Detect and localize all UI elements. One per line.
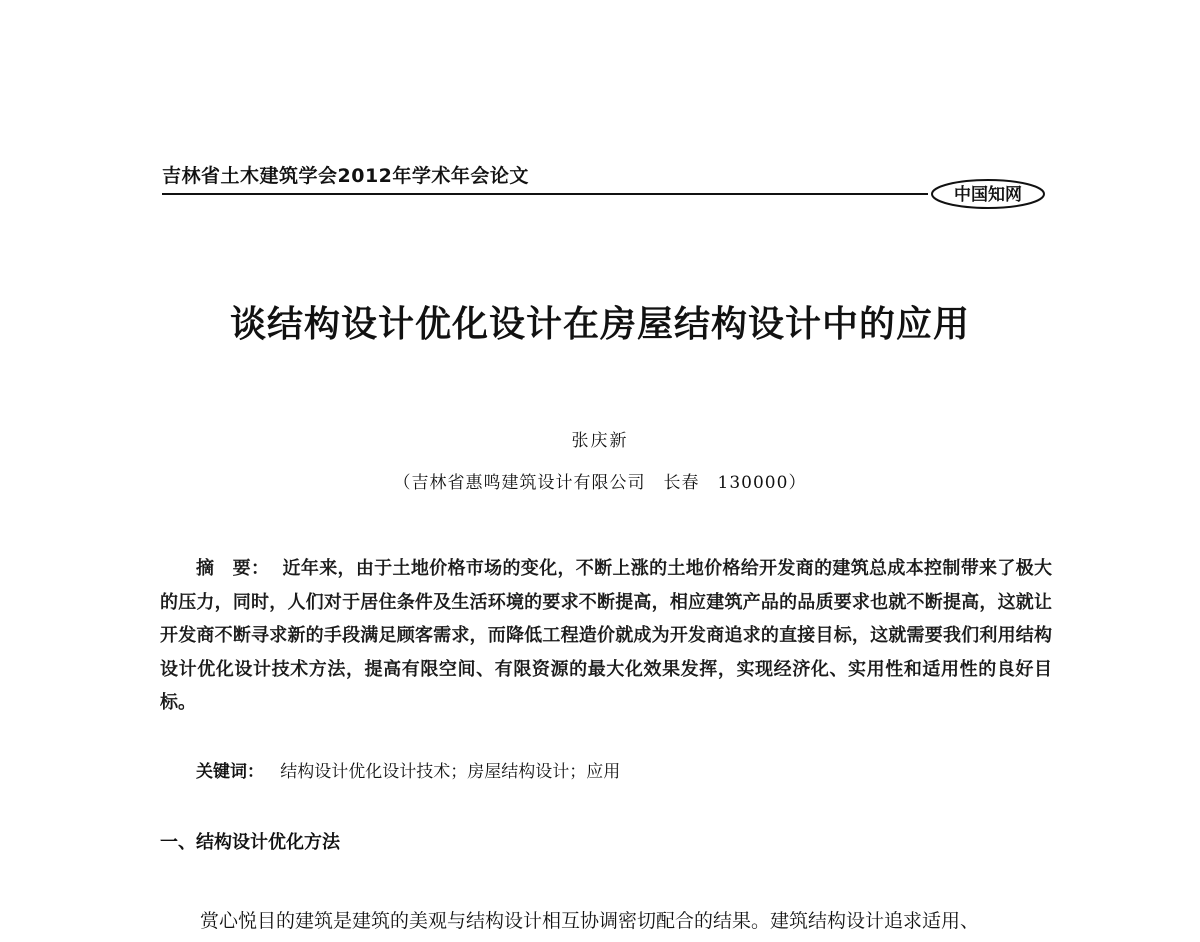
abstract-label: 摘 要：	[196, 558, 270, 579]
section-heading: 一、结构设计优化方法	[160, 832, 340, 853]
author-name: 张庆新	[571, 431, 629, 451]
keywords-text: 结构设计优化设计技术；房屋结构设计；应用	[280, 762, 621, 782]
abstract	[160, 552, 1052, 720]
paper-title: 谈结构设计优化设计在房屋结构设计中的应用	[229, 304, 970, 345]
header-rule	[162, 193, 928, 195]
body-paragraph: 赏心悦目的建筑是建筑的美观与结构设计相互协调密切配合的结果。建筑结构设计追求适用、	[200, 910, 980, 932]
svg-text:中国知网: 中国知网	[954, 185, 1022, 205]
journal-header-title: 吉林省土木建筑学会2012年学术年会论文	[162, 165, 529, 187]
author-affiliation: （吉林省惠鸣建筑设计有限公司 长春 130000）	[393, 473, 807, 493]
keywords-label: 关键词：	[196, 762, 264, 782]
cnki-logo-seal	[926, 178, 1046, 210]
keywords	[196, 757, 620, 782]
abstract-text: 近年来，由于土地价格市场的变化，不断上涨的土地价格给开发商的建筑总成本控制带来了极大的压力，同时，人们对于居住条件及生活环境的要求不断提高，相应建筑产品的品质要求也就不断提高，这就让开发商不断寻求新的手段满足顾客需求，而降低工程造价就成为开发商追求的直接目标，这就需要我们利用结构设计优化设计技术方法，提高有限空间、有限资源的最大化效果发挥，实现经济化、实用性和适用性的良好目标。	[160, 558, 1053, 713]
